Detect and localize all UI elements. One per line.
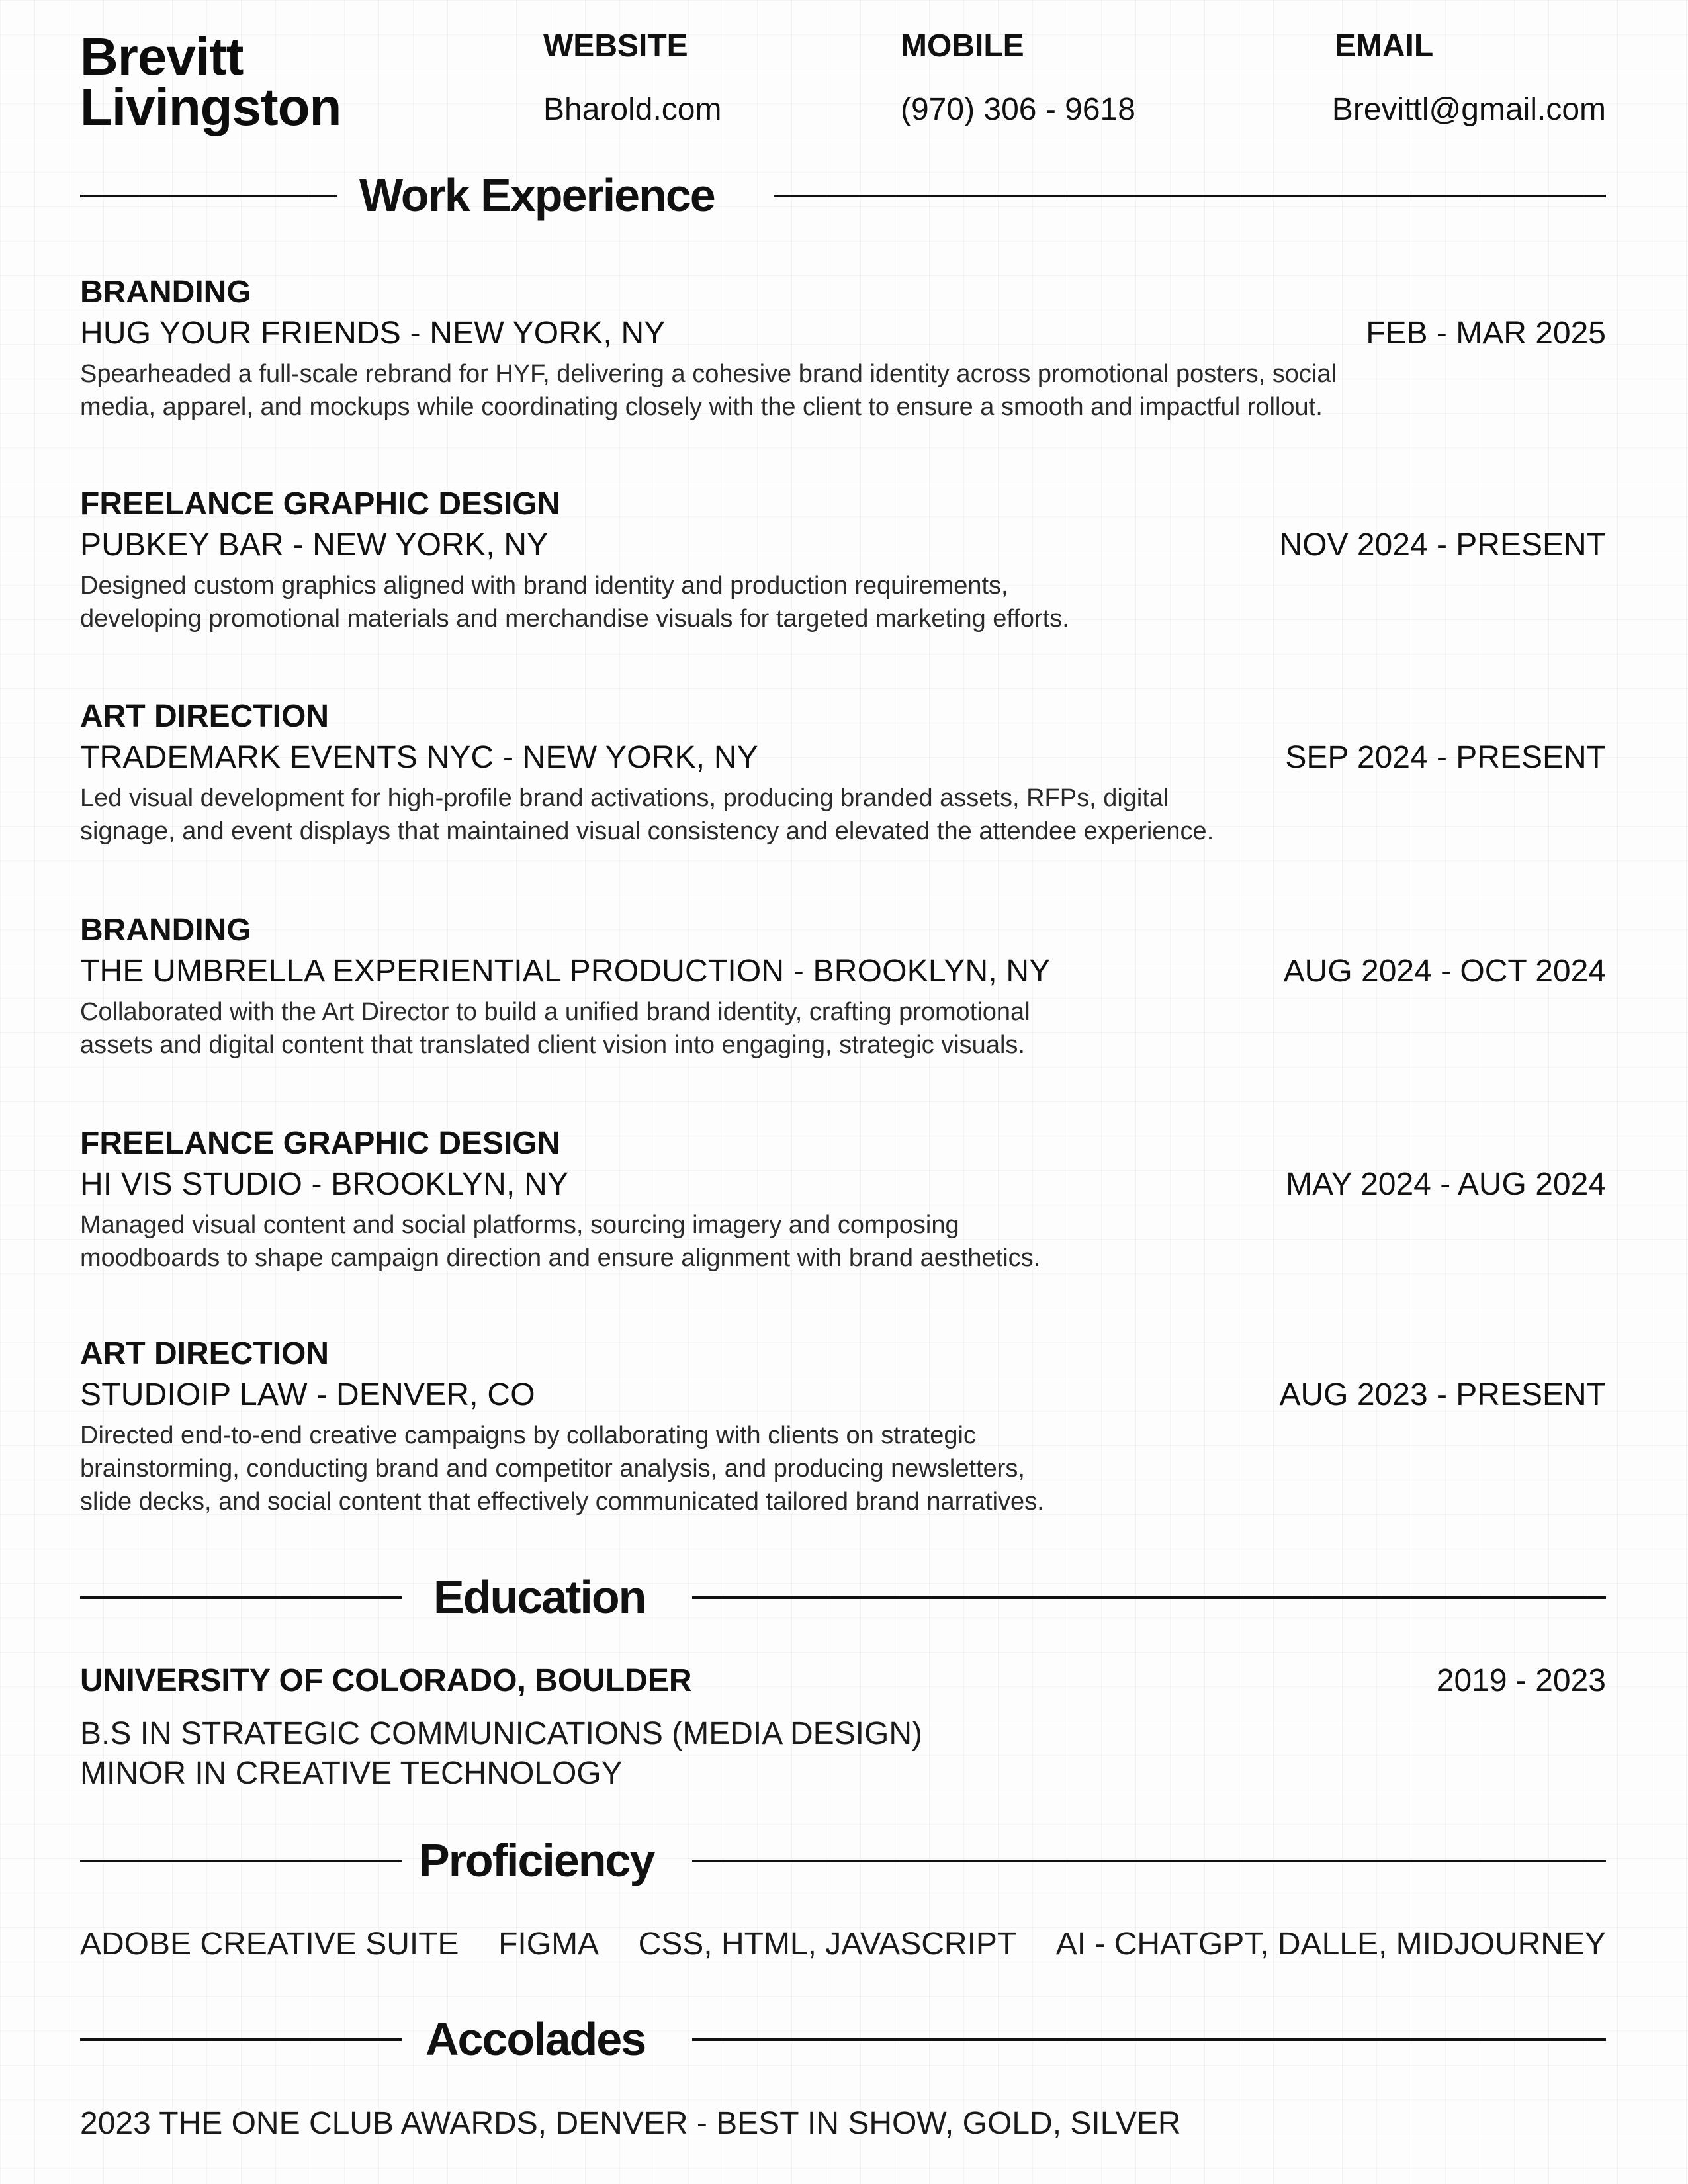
education-years: 2019 - 2023 <box>1436 1663 1606 1698</box>
education-entry <box>80 1660 1606 1794</box>
desc-line: media, apparel, and mockups while coordinating closely with the client to ensure a smooth and impactful rollout. <box>80 393 1323 421</box>
job-dates: AUG 2024 - OCT 2024 <box>1283 954 1606 989</box>
job-role: FREELANCE GRAPHIC DESIGN <box>80 1126 560 1161</box>
desc-line: slide decks, and social content that effectively communicated tailored brand narratives. <box>80 1488 1044 1516</box>
job-description <box>80 357 1606 424</box>
proficiency-item: AI - CHATGPT, DALLE, MIDJOURNEY <box>1055 1927 1606 1962</box>
job-company: TRADEMARK EVENTS NYC - NEW YORK, NY <box>80 740 758 775</box>
desc-line: Spearheaded a full-scale rebrand for HYF, delivering a cohesive brand identity across promotional posters, social <box>80 360 1337 388</box>
desc-line: Directed end-to-end creative campaigns by collaborating with clients on strategic <box>80 1422 976 1449</box>
proficiency-heading <box>80 1831 1606 1890</box>
job-description <box>80 569 1606 635</box>
job-dates: AUG 2023 - PRESENT <box>1279 1377 1606 1412</box>
job-description <box>80 1208 1606 1275</box>
job-description <box>80 1419 1606 1518</box>
job-description <box>80 995 1606 1062</box>
desc-line: Designed custom graphics aligned with brand identity and production requirements, <box>80 572 1008 600</box>
job-company: HUG YOUR FRIENDS - NEW YORK, NY <box>80 316 666 351</box>
job-company: HI VIS STUDIO - BROOKLYN, NY <box>80 1167 569 1202</box>
heading-rule-right <box>692 2038 1606 2041</box>
job-dates: SEP 2024 - PRESENT <box>1285 740 1606 775</box>
proficiency-list <box>80 1923 1606 1966</box>
accolade-item: 2023 THE ONE CLUB AWARDS, DENVER - BEST IN SHOW, GOLD, SILVER <box>80 2106 1181 2141</box>
job-role: BRANDING <box>80 275 251 310</box>
desc-line: developing promotional materials and merchandise visuals for targeted marketing efforts. <box>80 605 1069 633</box>
contact-mobile <box>901 26 1135 130</box>
email-value[interactable]: Brevittl@gmail.com <box>1331 92 1606 127</box>
name-last: Livingston <box>80 77 341 136</box>
job-role: ART DIRECTION <box>80 1336 329 1371</box>
heading-rule-right <box>692 1596 1606 1599</box>
email-label: EMAIL <box>1334 28 1434 64</box>
desc-line: moodboards to shape campaign direction and ensure alignment with brand aesthetics. <box>80 1244 1041 1272</box>
name-first: Brevitt <box>80 27 244 86</box>
job-entry <box>80 1334 1606 1518</box>
heading-rule-left <box>80 2038 402 2041</box>
resume-page <box>80 0 1606 2184</box>
job-entry <box>80 484 1606 635</box>
job-role: ART DIRECTION <box>80 699 329 734</box>
section-title-education: Education <box>433 1571 646 1623</box>
website-value[interactable]: Bharold.com <box>543 92 722 127</box>
proficiency-item: CSS, HTML, JAVASCRIPT <box>638 1927 1017 1962</box>
desc-line: signage, and event displays that maintained visual consistency and elevated the attendee experience. <box>80 817 1214 845</box>
job-entry <box>80 911 1606 1062</box>
proficiency-item: ADOBE CREATIVE SUITE <box>80 1927 459 1962</box>
job-dates: MAY 2024 - AUG 2024 <box>1286 1167 1606 1202</box>
desc-line: Managed visual content and social platforms, sourcing imagery and composing <box>80 1211 959 1239</box>
job-company: STUDIOIP LAW - DENVER, CO <box>80 1377 535 1412</box>
heading-rule-right <box>692 1860 1606 1862</box>
job-entry <box>80 273 1606 424</box>
job-company: THE UMBRELLA EXPERIENTIAL PRODUCTION - BROOKLYN, NY <box>80 954 1051 989</box>
desc-line: Led visual development for high-profile brand activations, producing branded assets, RFPs, digital <box>80 784 1169 812</box>
mobile-label: MOBILE <box>901 28 1024 64</box>
job-dates: FEB - MAR 2025 <box>1366 316 1606 351</box>
website-label: WEBSITE <box>543 28 688 64</box>
desc-line: Collaborated with the Art Director to build a unified brand identity, crafting promotional <box>80 998 1030 1026</box>
job-role: FREELANCE GRAPHIC DESIGN <box>80 486 560 522</box>
desc-line: assets and digital content that translated client vision into engaging, strategic visuals. <box>80 1031 1025 1059</box>
contact-website <box>543 26 721 130</box>
heading-rule-left <box>80 1860 402 1862</box>
job-entry <box>80 1124 1606 1275</box>
minor: MINOR IN CREATIVE TECHNOLOGY <box>80 1756 623 1791</box>
heading-rule-right <box>774 195 1606 197</box>
job-description <box>80 782 1606 848</box>
school-name: UNIVERSITY OF COLORADO, BOULDER <box>80 1663 692 1698</box>
job-company: PUBKEY BAR - NEW YORK, NY <box>80 527 549 563</box>
section-title-proficiency: Proficiency <box>419 1835 654 1886</box>
work-experience-heading <box>80 165 1606 225</box>
accolades-heading <box>80 2009 1606 2069</box>
heading-rule-left <box>80 1596 402 1599</box>
proficiency-item: FIGMA <box>498 1927 600 1962</box>
mobile-value[interactable]: (970) 306 - 9618 <box>901 92 1135 127</box>
section-title-accolades: Accolades <box>425 2013 646 2065</box>
resume-name <box>80 27 341 136</box>
heading-rule-left <box>80 195 337 197</box>
job-role: BRANDING <box>80 913 251 948</box>
desc-line: brainstorming, conducting brand and competitor analysis, and producing newsletters, <box>80 1455 1025 1482</box>
job-dates: NOV 2024 - PRESENT <box>1279 527 1606 563</box>
education-heading <box>80 1567 1606 1627</box>
contact-email <box>1332 26 1606 130</box>
degree: B.S IN STRATEGIC COMMUNICATIONS (MEDIA DESIGN) <box>80 1716 922 1751</box>
section-title-work: Work Experience <box>359 169 715 221</box>
job-entry <box>80 697 1606 848</box>
